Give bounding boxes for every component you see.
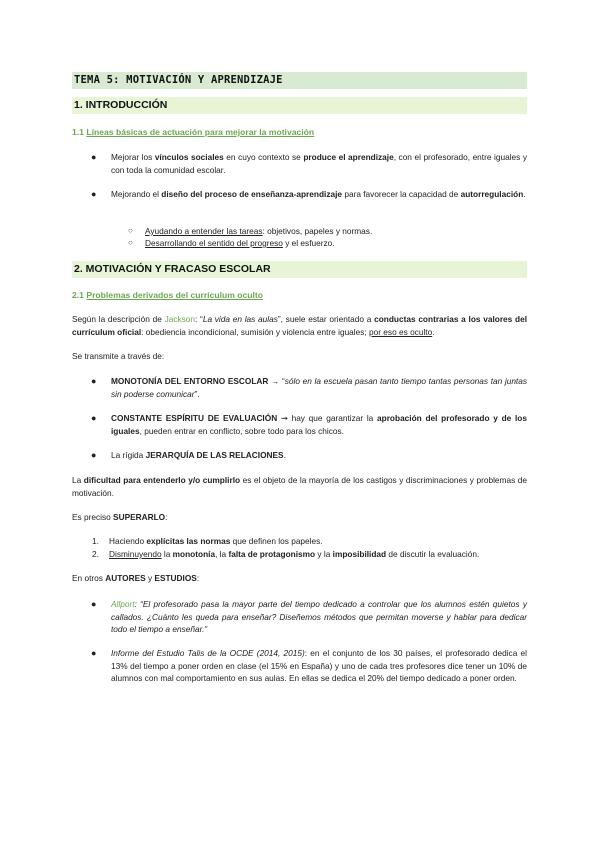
- sub-bullet-item: Ayudando a entender las tareas: objetivos, papeles y normas.: [145, 226, 373, 236]
- bullet-item: Allport: “El profesorado pasa la mayor parte del tiempo dedicado a controlar que los alumnos estén quietos y callados. ¿Cuánto les queda para enseñar? Diseñemos métodos que permitan moverse y hablar para dedicar todo el tiempo a enseñar.”: [111, 599, 527, 634]
- subsection-number: 1.1: [72, 127, 84, 137]
- bullet-icon: ●: [91, 152, 97, 162]
- paragraph: Es preciso SUPERARLO:: [72, 512, 168, 522]
- bullet-icon: ●: [91, 648, 97, 658]
- subsection-title: Problemas derivados del currículum oculto: [86, 290, 264, 300]
- circle-bullet-icon: ○: [128, 226, 133, 235]
- list-number: 2.: [92, 549, 99, 559]
- bullet-icon: ●: [91, 413, 97, 423]
- bullet-icon: ●: [91, 376, 97, 386]
- page-title: TEMA 5: MOTIVACIÓN Y APRENDIZAJE: [72, 72, 527, 89]
- bullet-item: CONSTANTE ESPÍRITU DE EVALUACIÓN ➞ hay que garantizar la aprobación del profesorado y de los iguales, pueden entrar en conflicto, sobre todo para los chicos.: [111, 413, 527, 436]
- bullet-item: Mejorar los vínculos sociales en cuyo contexto se produce el aprendizaje, con el profesorado, entre iguales y con toda la comunidad escolar.: [111, 152, 527, 175]
- subsection-title: Líneas básicas de actuación para mejorar la motivación: [86, 127, 315, 137]
- bullet-icon: ●: [91, 189, 97, 199]
- bullet-icon: ●: [91, 599, 97, 609]
- subsection-number: 2.1: [72, 290, 84, 300]
- paragraph: Se transmite a través de:: [72, 351, 165, 361]
- paragraph: Según la descripción de Jackson: “La vida en las aulas”, suele estar orientado a conductas contrarias a los valores del currículum oficial: obediencia incondicional, sumisión y violencia entre iguales; por eso es oculto.: [72, 314, 528, 337]
- subsection-2-1-heading: [72, 290, 263, 300]
- bullet-item: La rígida JERARQUÍA DE LAS RELACIONES.: [111, 450, 286, 460]
- list-number: 1.: [92, 536, 99, 546]
- bullet-item: Informe del Estudio Talis de la OCDE (2014, 2015): en el conjunto de los 30 países, el profesorado dedica el 13% del tiempo a poner orden en clase (el 15% en España) y uno de cada tres profesores dice tener un 10% de alumnos con mal comportamiento en sus aulas. En ellas se dedica el 20% del tiempo dedicado a poner orden.: [111, 648, 527, 683]
- numbered-item: Disminuyendo la monotonía, la falta de protagonismo y la imposibilidad de discutir la evaluación.: [109, 549, 480, 559]
- bullet-item: MONOTONÍA DEL ENTORNO ESCOLAR → “sólo en la escuela pasan tanto tiempo tantas personas tan juntas sin poderse comunicar”.: [111, 376, 528, 399]
- bullet-icon: ●: [91, 450, 97, 460]
- sub-bullet-item: Desarrollando el sentido del progreso y el esfuerzo.: [145, 238, 335, 248]
- numbered-item: Haciendo explícitas las normas que definen los papeles.: [109, 536, 323, 546]
- section-2-heading: 2. MOTIVACIÓN Y FRACASO ESCOLAR: [72, 261, 527, 278]
- section-1-heading: 1. INTRODUCCIÓN: [72, 97, 527, 114]
- subsection-1-1-heading: [72, 127, 314, 137]
- bullet-item: Mejorando el diseño del proceso de enseñanza-aprendizaje para favorecer la capacidad de autorregulación.: [111, 189, 526, 199]
- paragraph: En otros AUTORES y ESTUDIOS:: [72, 573, 200, 583]
- paragraph: La dificultad para entenderlo y/o cumplirlo es el objeto de la mayoría de los castigos y discriminaciones y problemas de motivación.: [72, 475, 527, 498]
- circle-bullet-icon: ○: [128, 238, 133, 247]
